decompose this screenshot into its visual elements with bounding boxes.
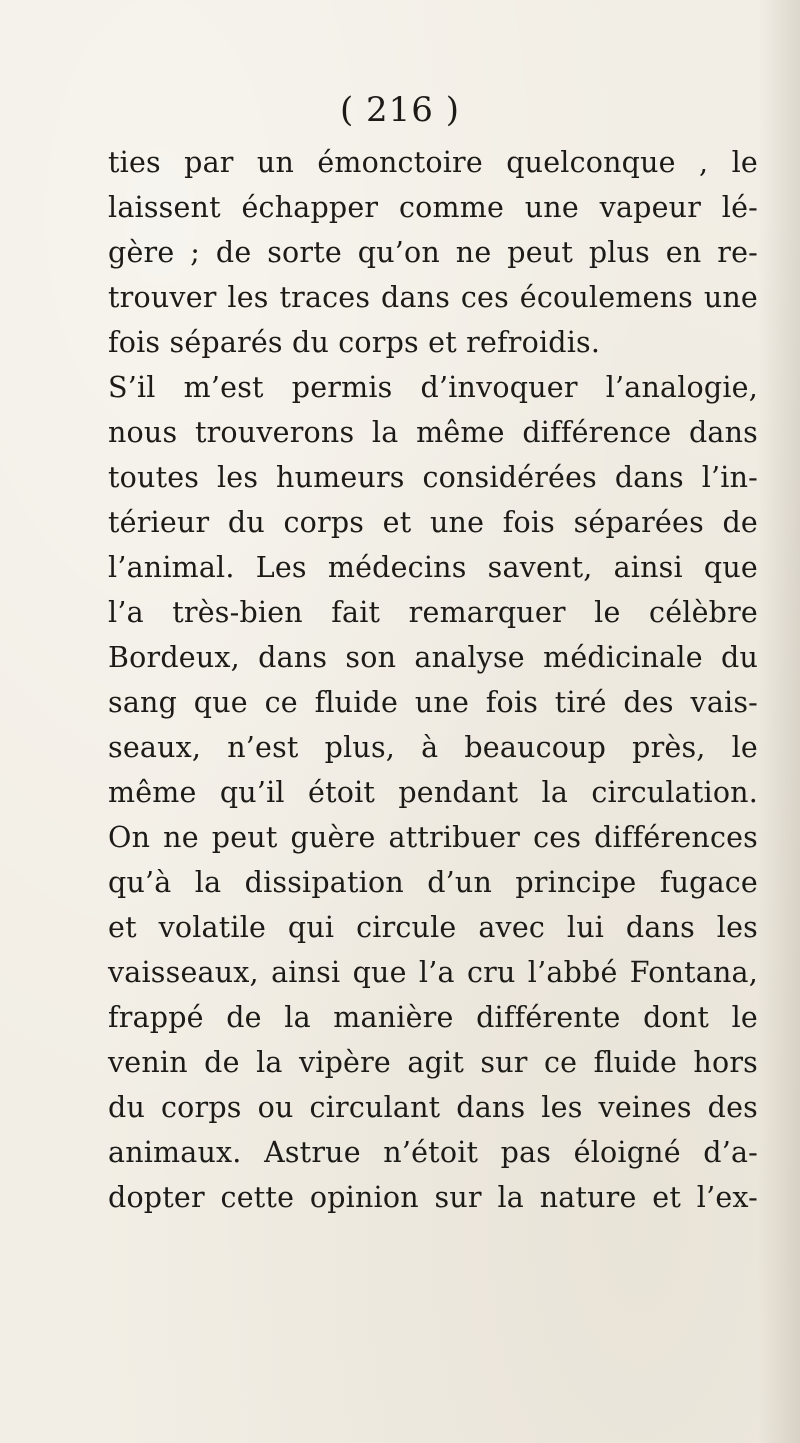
page-edge-shadow [758, 0, 800, 1443]
page-body-text [108, 140, 758, 1220]
text-line: laissent échapper comme une vapeur lé- [108, 191, 758, 224]
text-line: l’a très-bien fait remarquer le célèbre [108, 596, 758, 629]
text-line: gère ; de sorte qu’on ne peut plus en re- [108, 236, 758, 269]
text-line: seaux, n’est plus, à beaucoup près, le [108, 731, 758, 764]
text-line: térieur du corps et une fois séparées de [108, 506, 758, 539]
text-line: et volatile qui circule avec lui dans les [108, 911, 758, 944]
text-line: fois séparés du corps et refroidis. [108, 326, 601, 359]
text-line: toutes les humeurs considérées dans l’in- [108, 461, 758, 494]
text-line: même qu’il étoit pendant la circulation. [108, 776, 758, 809]
text-line: ties par un émonctoire quelconque , le [108, 146, 758, 179]
text-line: l’animal. Les médecins savent, ainsi que [108, 551, 758, 584]
text-line: venin de la vipère agit sur ce fluide hors [108, 1046, 758, 1079]
text-line: On ne peut guère attribuer ces différences [108, 821, 758, 854]
text-line: dopter cette opinion sur la nature et l’ex- [108, 1181, 758, 1214]
text-line: trouver les traces dans ces écoulemens une [108, 281, 758, 314]
text-line: vaisseaux, ainsi que l’a cru l’abbé Fontana, [108, 956, 758, 989]
text-line: nous trouverons la même différence dans [108, 416, 758, 449]
text-line: S’il m’est permis d’invoquer l’analogie, [108, 371, 758, 404]
page-number: ( 216 ) [339, 90, 461, 130]
text-line: du corps ou circulant dans les veines des [108, 1091, 758, 1124]
text-line: animaux. Astrue n’étoit pas éloigné d’a- [108, 1136, 758, 1169]
text-line: qu’à la dissipation d’un principe fugace [108, 866, 758, 899]
text-line: sang que ce fluide une fois tiré des vais- [108, 686, 758, 719]
text-line: frappé de la manière différente dont le [108, 1001, 758, 1034]
text-line: Bordeux, dans son analyse médicinale du [108, 641, 758, 674]
